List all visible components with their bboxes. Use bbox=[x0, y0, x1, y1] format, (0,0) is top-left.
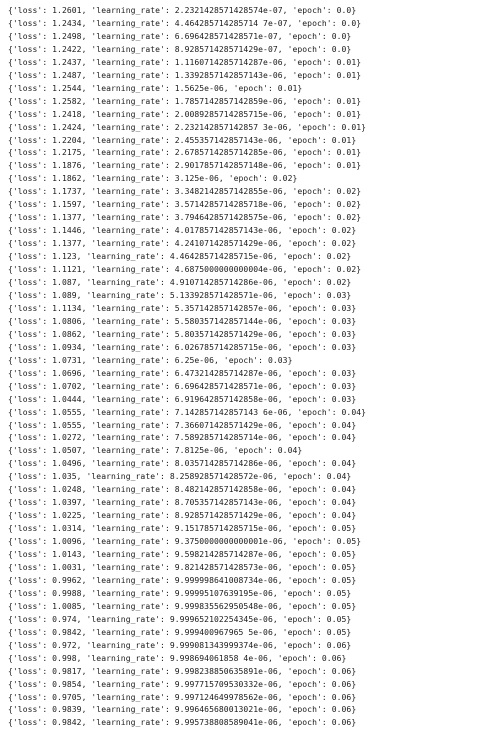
log-line: {'loss': 1.2424, 'learning_rate': 2.232142857142857 3e-06, 'epoch': 0.01} bbox=[8, 122, 367, 132]
log-line: {'loss': 1.0143, 'learning_rate': 9.598214285714287e-06, 'epoch': 0.05} bbox=[8, 550, 357, 560]
log-line: {'loss': 1.1597, 'learning_rate': 3.5714285714285718e-06, 'epoch': 0.02} bbox=[8, 200, 362, 210]
log-line: {'loss': 1.1377, 'learning_rate': 3.7946428571428575e-06, 'epoch': 0.02} bbox=[8, 213, 362, 223]
log-line: {'loss': 1.2204, 'learning_rate': 2.455357142857143e-06, 'epoch': 0.01} bbox=[8, 135, 357, 145]
log-line: {'loss': 1.0096, 'learning_rate': 9.3750000000000001e-06, 'epoch': 0.05} bbox=[8, 537, 362, 547]
log-line: {'loss': 1.2175, 'learning_rate': 2.6785714285714285e-06, 'epoch': 0.01} bbox=[8, 148, 362, 158]
log-line: {'loss': 1.0555, 'learning_rate': 7.142857142857143 6e-06, 'epoch': 0.04} bbox=[8, 407, 367, 417]
log-line: {'loss': 0.972, 'learning_rate': 9.999081343999374e-06, 'epoch': 0.06} bbox=[8, 640, 352, 650]
log-line: {'loss': 1.0507, 'learning_rate': 7.8125e-06, 'epoch': 0.04} bbox=[8, 446, 303, 456]
log-line: {'loss': 0.9962, 'learning_rate': 9.999998641008734e-06, 'epoch': 0.05} bbox=[8, 575, 357, 585]
log-line: {'loss': 1.0397, 'learning_rate': 8.705357142857143e-06, 'epoch': 0.04} bbox=[8, 498, 357, 508]
log-line: {'loss': 1.0934, 'learning_rate': 6.026785714285715e-06, 'epoch': 0.03} bbox=[8, 342, 357, 352]
log-line: {'loss': 1.0314, 'learning_rate': 9.151785714285715e-06, 'epoch': 0.05} bbox=[8, 524, 357, 534]
log-line: {'loss': 1.2487, 'learning_rate': 1.3392857142857143e-06, 'epoch': 0.01} bbox=[8, 70, 362, 80]
log-line: {'loss': 0.9817, 'learning_rate': 9.998238850635891e-06, 'epoch': 0.06} bbox=[8, 666, 357, 676]
log-line: {'loss': 1.123, 'learning_rate': 4.464285714285715e-06, 'epoch': 0.02} bbox=[8, 252, 352, 262]
log-line: {'loss': 0.974, 'learning_rate': 9.999652102254345e-06, 'epoch': 0.05} bbox=[8, 614, 352, 624]
log-line: {'loss': 1.2422, 'learning_rate': 8.928571428571429e-07, 'epoch': 0.0} bbox=[8, 44, 352, 54]
log-line: {'loss': 1.0696, 'learning_rate': 6.473214285714287e-06, 'epoch': 0.03} bbox=[8, 368, 357, 378]
log-line: {'loss': 1.087, 'learning_rate': 4.910714285714286e-06, 'epoch': 0.02} bbox=[8, 278, 352, 288]
log-line: {'loss': 1.0862, 'learning_rate': 5.803571428571429e-06, 'epoch': 0.03} bbox=[8, 329, 357, 339]
log-line: {'loss': 1.2544, 'learning_rate': 1.5625e-06, 'epoch': 0.01} bbox=[8, 83, 303, 93]
log-line: {'loss': 1.0702, 'learning_rate': 6.696428571428571e-06, 'epoch': 0.03} bbox=[8, 381, 357, 391]
log-line: {'loss': 1.035, 'learning_rate': 8.258928571428572e-06, 'epoch': 0.04} bbox=[8, 472, 352, 482]
log-line: {'loss': 1.2498, 'learning_rate': 6.696428571428571e-07, 'epoch': 0.0} bbox=[8, 31, 352, 41]
log-line: {'loss': 1.0555, 'learning_rate': 7.366071428571429e-06, 'epoch': 0.04} bbox=[8, 420, 357, 430]
log-line: {'loss': 1.0731, 'learning_rate': 6.25e-06, 'epoch': 0.03} bbox=[8, 355, 293, 365]
training-log-output bbox=[8, 5, 474, 728]
log-line: {'loss': 1.1377, 'learning_rate': 4.241071428571429e-06, 'epoch': 0.02} bbox=[8, 239, 357, 249]
log-line: {'loss': 1.2437, 'learning_rate': 1.1160714285714287e-06, 'epoch': 0.01} bbox=[8, 57, 362, 67]
log-line: {'loss': 1.0031, 'learning_rate': 9.821428571428573e-06, 'epoch': 0.05} bbox=[8, 562, 357, 572]
log-line: {'loss': 1.2418, 'learning_rate': 2.0089285714285715e-06, 'epoch': 0.01} bbox=[8, 109, 362, 119]
log-line: {'loss': 1.2601, 'learning_rate': 2.2321428571428574e-07, 'epoch': 0.0} bbox=[8, 6, 357, 15]
log-line: {'loss': 1.0444, 'learning_rate': 6.919642857142858e-06, 'epoch': 0.03} bbox=[8, 394, 357, 404]
log-line: {'loss': 1.1862, 'learning_rate': 3.125e-06, 'epoch': 0.02} bbox=[8, 174, 298, 184]
log-line: {'loss': 1.2582, 'learning_rate': 1.7857142857142859e-06, 'epoch': 0.01} bbox=[8, 96, 362, 106]
log-line: {'loss': 1.2434, 'learning_rate': 4.464285714285714 7e-07, 'epoch': 0.0} bbox=[8, 18, 362, 28]
log-line: {'loss': 1.0806, 'learning_rate': 5.580357142857144e-06, 'epoch': 0.03} bbox=[8, 316, 357, 326]
log-line: {'loss': 1.1737, 'learning_rate': 3.3482142857142855e-06, 'epoch': 0.02} bbox=[8, 187, 362, 197]
log-line: {'loss': 1.0496, 'learning_rate': 8.035714285714286e-06, 'epoch': 0.04} bbox=[8, 459, 357, 469]
log-line: {'loss': 1.1134, 'learning_rate': 5.357142857142857e-06, 'epoch': 0.03} bbox=[8, 303, 357, 313]
log-line: {'loss': 0.998, 'learning_rate': 9.998694061858 4e-06, 'epoch': 0.06} bbox=[8, 653, 347, 663]
log-line: {'loss': 0.9988, 'learning_rate': 9.99995107639195e-06, 'epoch': 0.05} bbox=[8, 588, 352, 598]
log-line: {'loss': 0.9839, 'learning_rate': 9.996465680013021e-06, 'epoch': 0.06} bbox=[8, 705, 357, 715]
log-line: {'loss': 1.1121, 'learning_rate': 4.6875000000000004e-06, 'epoch': 0.02} bbox=[8, 265, 362, 275]
log-line: {'loss': 1.0085, 'learning_rate': 9.999835562950548e-06, 'epoch': 0.05} bbox=[8, 601, 357, 611]
log-line: {'loss': 1.1876, 'learning_rate': 2.9017857142857148e-06, 'epoch': 0.01} bbox=[8, 161, 362, 171]
log-line: {'loss': 0.9842, 'learning_rate': 9.995738808589041e-06, 'epoch': 0.06} bbox=[8, 718, 357, 728]
log-line: {'loss': 1.089, 'learning_rate': 5.133928571428571e-06, 'epoch': 0.03} bbox=[8, 290, 352, 300]
log-line: {'loss': 1.0272, 'learning_rate': 7.589285714285714e-06, 'epoch': 0.04} bbox=[8, 433, 357, 443]
log-line: {'loss': 0.9842, 'learning_rate': 9.999400967965 5e-06, 'epoch': 0.05} bbox=[8, 627, 352, 637]
log-line: {'loss': 1.1446, 'learning_rate': 4.017857142857143e-06, 'epoch': 0.02} bbox=[8, 226, 357, 236]
log-line: {'loss': 0.9854, 'learning_rate': 9.997715709530332e-06, 'epoch': 0.06} bbox=[8, 679, 357, 689]
log-line: {'loss': 1.0248, 'learning_rate': 8.482142857142858e-06, 'epoch': 0.04} bbox=[8, 485, 357, 495]
log-line: {'loss': 1.0225, 'learning_rate': 8.928571428571429e-06, 'epoch': 0.04} bbox=[8, 511, 357, 521]
log-line: {'loss': 0.9705, 'learning_rate': 9.997124649978562e-06, 'epoch': 0.06} bbox=[8, 692, 357, 702]
